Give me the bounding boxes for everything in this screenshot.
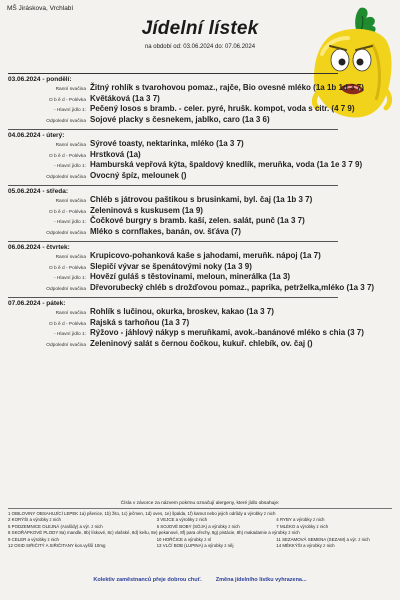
day-friday bbox=[8, 297, 392, 349]
school-name: MŠ Jiráskova, Vrchlabí bbox=[7, 5, 74, 12]
menu-row-snack bbox=[8, 171, 392, 182]
meal-text: Hamburská vepřová kýta, špaldový knedlík, meruňka, voda (1a 1e 3 7 9) bbox=[90, 160, 363, 169]
meal-label: Ranní svačina bbox=[55, 143, 86, 148]
day-thursday bbox=[8, 241, 392, 293]
meal-text: Mléko s cornflakes, banán, ov. šťáva (7) bbox=[90, 226, 241, 236]
day-monday bbox=[8, 73, 392, 125]
meal-label: Odpolední svačina bbox=[46, 118, 86, 124]
meal-label: O b ě d - Polévka bbox=[48, 209, 86, 215]
allergen-list bbox=[8, 511, 392, 548]
meal-text: Sýrové toasty, nektarinka, mléko (1a 3 7) bbox=[90, 139, 244, 148]
meal-text: Zeleninový salát s černou čočkou, kukuř. chlebík, ov. čaj () bbox=[90, 338, 313, 348]
meal-label: Odpolední svačina bbox=[46, 174, 86, 180]
meal-text: Čočkové burgry s bramb. kaší, zelen. salát, punč (1a 3 7) bbox=[90, 216, 305, 225]
meal-label: - Hlavní jídlo 1: bbox=[54, 332, 86, 337]
meal-text: Hrstková (1a) bbox=[90, 149, 141, 159]
menu-row-breakfast bbox=[8, 195, 392, 206]
meal-label: Odpolední svačina bbox=[46, 342, 86, 348]
menu-row-snack bbox=[8, 283, 392, 294]
meal-label: O b ě d - Polévka bbox=[48, 97, 86, 103]
allergen-item: 14 MĚKKÝŠI a výrobky z nich bbox=[276, 542, 335, 548]
menu-row-breakfast bbox=[8, 307, 392, 318]
weekly-menu bbox=[8, 73, 392, 353]
meal-label: Ranní svačina bbox=[55, 199, 86, 204]
meal-label: Odpolední svačina bbox=[46, 230, 86, 236]
allergen-item: 7 MLÉKO a výrobky z nich bbox=[276, 523, 329, 529]
meal-text: Žitný rohlík s tvarohovou pomaz., rajče, Bio ovesné mléko (1a 1b 1d 3 7) bbox=[90, 83, 364, 92]
footer-disclaimer: Změna jídelního lístku vyhrazena... bbox=[215, 577, 307, 583]
day-heading: 05.06.2024 - středa: bbox=[8, 185, 338, 195]
page-title: Jídelní lístek bbox=[141, 18, 259, 39]
menu-row-main bbox=[8, 104, 392, 115]
allergen-legend bbox=[8, 501, 392, 548]
allergen-item: 12 OXID SIŘIČITÝ A SIŘIČITANY kon.vyšší 10mg bbox=[8, 542, 106, 548]
meal-label: - Hlavní jídlo 1: bbox=[54, 164, 86, 169]
allergen-item: 1 OBILOVINY OBSAHUJÍCÍ LEPEK 1a) pšenice, 1b) žito, 1c) ječmen, 1d) oves, 1e) špalda, 1f) kamut nebo jejich odrůdy a výrobky z nich bbox=[8, 511, 276, 516]
meal-text: Zeleninová s kuskusem (1a 9) bbox=[90, 205, 203, 215]
allergen-item: 3 VEJCE a výrobky z nich bbox=[156, 517, 208, 523]
menu-period: na období od: 03.06.2024 do: 07.06.2024 bbox=[144, 44, 256, 50]
meal-text: Sojové placky s česnekem, jablko, caro (1a 3 6) bbox=[90, 114, 270, 124]
day-tuesday bbox=[8, 129, 392, 181]
menu-row-soup bbox=[8, 94, 392, 105]
meal-label: Ranní svačina bbox=[55, 87, 86, 92]
allergen-item: 11 SEZAMOVÁ SEMENA (SEZAM) a výr. z nich bbox=[276, 536, 370, 542]
meal-text: Slepičí vývar se špenátovými noky (1a 3 9) bbox=[90, 261, 252, 271]
meal-label: - Hlavní jídlo 1: bbox=[54, 108, 86, 113]
meal-label: Odpolední svačina bbox=[46, 286, 86, 292]
menu-row-main bbox=[8, 328, 392, 339]
menu-row-main bbox=[8, 216, 392, 227]
menu-row-breakfast bbox=[8, 251, 392, 262]
meal-text: Rýžovo - jáhlový nákyp s meruňkami, avok.-banánové mléko s chia (3 7) bbox=[90, 328, 364, 337]
footer-greeting: Kolektiv zaměstnanců přeje dobrou chuť. bbox=[93, 577, 202, 583]
day-heading: 06.06.2024 - čtvrtek: bbox=[8, 241, 338, 251]
meal-label: O b ě d - Polévka bbox=[48, 265, 86, 271]
meal-text: Hovězí guláš s těstovinami, meloun, minerálka (1a 3) bbox=[90, 272, 291, 281]
menu-row-soup bbox=[8, 150, 392, 161]
menu-row-snack bbox=[8, 339, 392, 350]
menu-row-breakfast bbox=[8, 83, 392, 94]
meal-text: Dřevorubecký chléb s drožďovou pomaz., paprika, petrželka,mléko (1a 3 7) bbox=[90, 282, 375, 292]
footer bbox=[0, 577, 400, 583]
allergen-item: 10 HOŘČICE a výrobky z ní bbox=[156, 536, 212, 542]
allergen-item: 13 VLČÍ BOB (LUPINA) a výrobky z něj bbox=[156, 542, 234, 548]
meal-label: O b ě d - Polévka bbox=[48, 153, 86, 159]
allergen-item: 8 SKOŘÁPKOVÉ PLODY 8a) mandle, 8b) lískové, 8c) vlašské, 8d) kešu, 8e) pekanové, 8f) para ořechy, 8g) pistácie, 8h) makadamie a výrobky z nich bbox=[8, 530, 300, 536]
meal-label: - Hlavní jídlo 1: bbox=[54, 220, 86, 225]
day-heading: 04.06.2024 - úterý: bbox=[8, 129, 338, 139]
meal-label: - Hlavní jídlo 1: bbox=[54, 276, 86, 281]
day-wednesday bbox=[8, 185, 392, 237]
menu-row-snack bbox=[8, 115, 392, 126]
menu-row-soup bbox=[8, 262, 392, 273]
meal-text: Pečený losos s bramb. - celer. pyré, hrušk. kompot, voda s citr. (4 7 9) bbox=[90, 104, 355, 113]
menu-row-soup bbox=[8, 318, 392, 329]
meal-text: Květáková (1a 3 7) bbox=[90, 93, 160, 103]
allergen-item: 2 KORÝŠI a výrobky z nich bbox=[8, 517, 61, 523]
meal-label: Ranní svačina bbox=[55, 311, 86, 316]
meal-text: Chléb s játrovou paštikou s brusinkami, byl. čaj (1a 1b 3 7) bbox=[90, 195, 313, 204]
meal-label: Ranní svačina bbox=[55, 255, 86, 260]
legend-heading: Čísla v závorce za názvem pokrmu označují alergeny, které jídlo obsahuje: bbox=[8, 501, 392, 509]
allergen-item: 6 SOJOVÉ BOBY (SÓJA) a výrobky z nich bbox=[156, 523, 240, 529]
menu-row-main bbox=[8, 272, 392, 283]
meal-text: Ovocný špíz, meloun‍ek () bbox=[90, 170, 187, 180]
menu-row-soup bbox=[8, 206, 392, 217]
meal-text: Rohlík s lučinou, okurka, broskev, kakao (1a 3 7) bbox=[90, 307, 274, 316]
allergen-item: 5 PODZEMNICE OLEJNÁ (Arašídy) a výr. z nich bbox=[8, 523, 103, 529]
day-heading: 03.06.2024 - pondělí: bbox=[8, 73, 338, 83]
meal-label: O b ě d - Polévka bbox=[48, 321, 86, 327]
meal-text: Rajská s tarhoňou (1a 3 7) bbox=[90, 317, 190, 327]
allergen-item: 9 CELER a výrobky z nich bbox=[8, 536, 60, 542]
menu-row-snack bbox=[8, 227, 392, 238]
day-heading: 07.06.2024 - pátek: bbox=[8, 297, 338, 307]
menu-row-breakfast bbox=[8, 139, 392, 150]
meal-text: Krupicovo-pohanková kaše s jahodami, meruňk. nápoj (1a 7) bbox=[90, 251, 321, 260]
allergen-item: 4 RYBY a výrobky z nich bbox=[276, 517, 325, 523]
menu-row-main bbox=[8, 160, 392, 171]
